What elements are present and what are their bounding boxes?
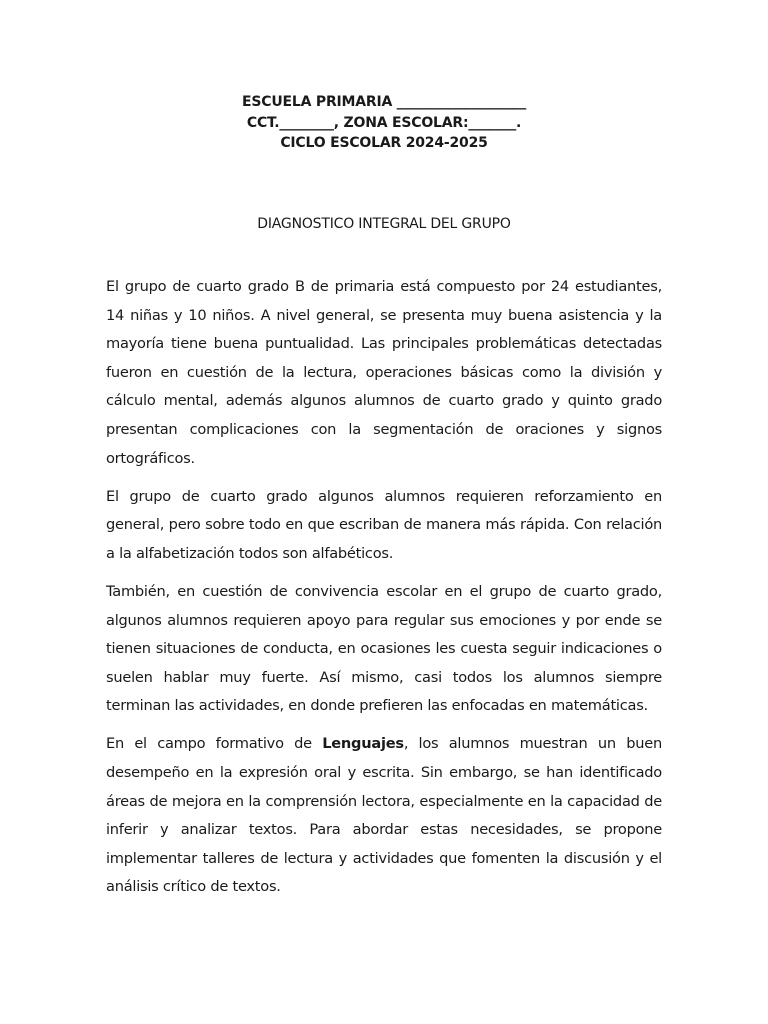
school-year-line: CICLO ESCOLAR 2024-2025 bbox=[280, 135, 488, 151]
paragraph-coexistence: También, en cuestión de convivencia escolar en el grupo de cuarto grado, algunos alumnos requieren apoyo para regular sus emociones y por ende se tienen situaciones de conducta, en ocasiones les cuesta seguir indicaciones o suelen hablar muy fuerte. Así mismo, casi todos los alumnos siempre terminan las actividades, en donde prefieren las enfocadas en matemáticas. bbox=[106, 582, 662, 715]
paragraph-group-composition: El grupo de cuarto grado B de primaria está compuesto por 24 estudiantes, 14 niñas y 10 niños. A nivel general, se presenta muy buena asistencia y la mayoría tiene buena puntualidad. Las principales problemáticas detectadas fueron en cuestión de la lectura, operaciones básicas como la división y cálculo mental, además algunos alumnos de cuarto grado y quinto grado presentan complicaciones con la segmentación de oraciones y signos ortográficos. bbox=[106, 278, 662, 467]
paragraph-languages bbox=[106, 730, 662, 902]
paragraph-reinforcement: El grupo de cuarto grado algunos alumnos requieren reforzamiento en general, pero sobre todo en que escriban de manera más rápida. Con relación a la alfabetización todos son alfabéticos. bbox=[106, 487, 662, 562]
languages-intro-text: En el campo formativo de bbox=[106, 735, 323, 753]
languages-body-text: , los alumnos muestran un buen desempeño en la expresión oral y escrita. Sin embargo, se han identificado áreas de mejora en la comprensión lectora, especialmente en la capacidad de inferir y analizar textos. Para abordar estas necesidades, se propone implementar talleres de lectura y actividades que fomenten la discusión y el análisis crítico de textos. bbox=[106, 735, 662, 896]
document-title: DIAGNOSTICO INTEGRAL DEL GRUPO bbox=[257, 216, 511, 232]
languages-bold-term: Lenguajes bbox=[322, 735, 404, 753]
school-name-line: ESCUELA PRIMARIA ___________________ bbox=[242, 94, 526, 110]
cct-zone-line: CCT.________, ZONA ESCOLAR:_______. bbox=[246, 114, 522, 131]
school-header bbox=[0, 92, 768, 154]
document-body bbox=[106, 273, 662, 911]
